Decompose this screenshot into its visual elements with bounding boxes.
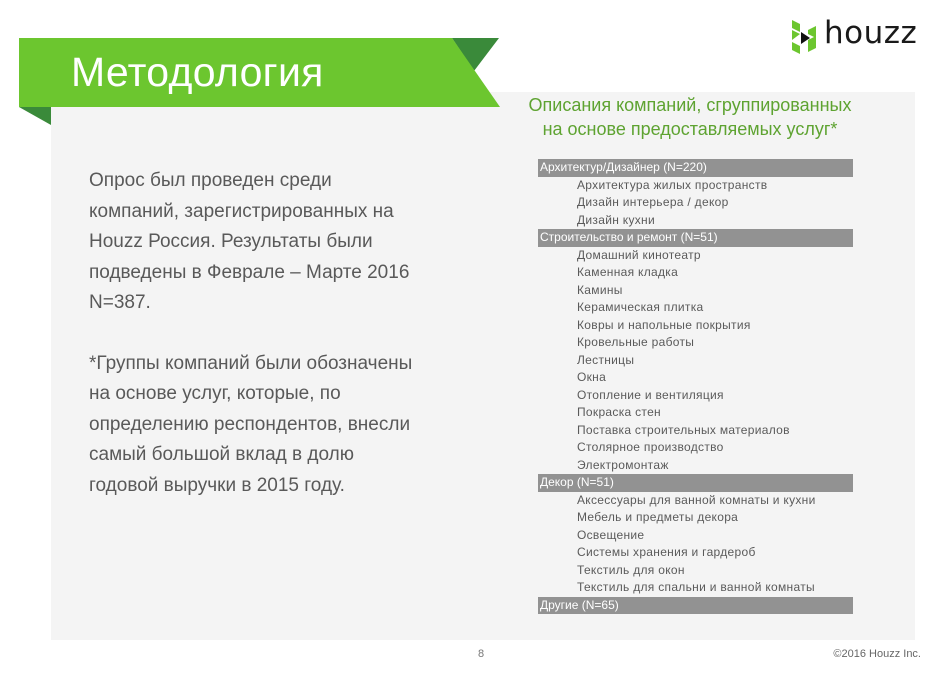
copyright: ©2016 Houzz Inc. <box>833 648 921 660</box>
page-title: Методология <box>71 49 324 95</box>
list-item: Столярное производство <box>577 440 724 454</box>
houzz-logo <box>790 15 920 58</box>
group-header: Строительство и ремонт (N=51) <box>538 229 853 247</box>
list-item: Электромонтаж <box>577 457 669 472</box>
list-item: Кровельные работы <box>577 335 695 349</box>
list-item: Текстиль для окон <box>577 562 685 577</box>
list-item: Мебель и предметы декора <box>577 510 739 524</box>
list-item: Дизайн кухни <box>577 212 655 227</box>
list-item: Домашний кинотеатр <box>577 247 701 262</box>
list-item: Освещение <box>577 527 645 542</box>
list-item: Текстиль для спальни и ванной комнаты <box>577 580 815 594</box>
intro-paragraph-footnote: *Группы компаний были обозначены на основе услуг, которые, по определению респондентов, внесли самый большой вклад в долю годовой выручки в 2015 году. <box>89 352 413 496</box>
list-item: Ковры и напольные покрытия <box>577 317 751 332</box>
intro-paragraph-survey: Опрос был проведен среди компаний, зарегистрированных на Houzz Россия. Результаты были подведены в Феврале – Марте 2016 N=387. <box>89 170 410 313</box>
page-number: 8 <box>478 648 485 660</box>
group-header: Другие (N=65) <box>538 597 853 615</box>
intro-text <box>89 166 419 531</box>
categories-title-line1: Описания компаний, сгруппированных <box>528 95 852 115</box>
list-item: Керамическая плитка <box>577 300 704 314</box>
list-item: Аксессуары для ванной комнаты и кухни <box>577 492 816 507</box>
list-item: Поставка строительных материалов <box>577 422 790 437</box>
list-item: Окна <box>577 370 607 384</box>
group-header: Декор (N=51) <box>538 474 853 492</box>
categories-title <box>505 93 875 141</box>
list-item: Лестницы <box>577 352 635 367</box>
list-item: Камины <box>577 282 623 297</box>
categories-title-line2: на основе предоставляемых услуг* <box>542 119 838 139</box>
group-header: Архитектур/Дизайнер (N=220) <box>538 159 853 177</box>
houzz-logo-icon <box>790 18 818 56</box>
categories-list <box>538 159 853 614</box>
list-item: Дизайн интерьера / декор <box>577 195 729 209</box>
list-item: Каменная кладка <box>577 265 679 279</box>
list-item: Покраска стен <box>577 405 661 419</box>
logo-text: houzz <box>824 15 918 51</box>
list-item: Системы хранения и гардероб <box>577 545 756 559</box>
list-item: Отопление и вентиляция <box>577 387 724 402</box>
list-item: Архитектура жилых пространств <box>577 177 768 192</box>
